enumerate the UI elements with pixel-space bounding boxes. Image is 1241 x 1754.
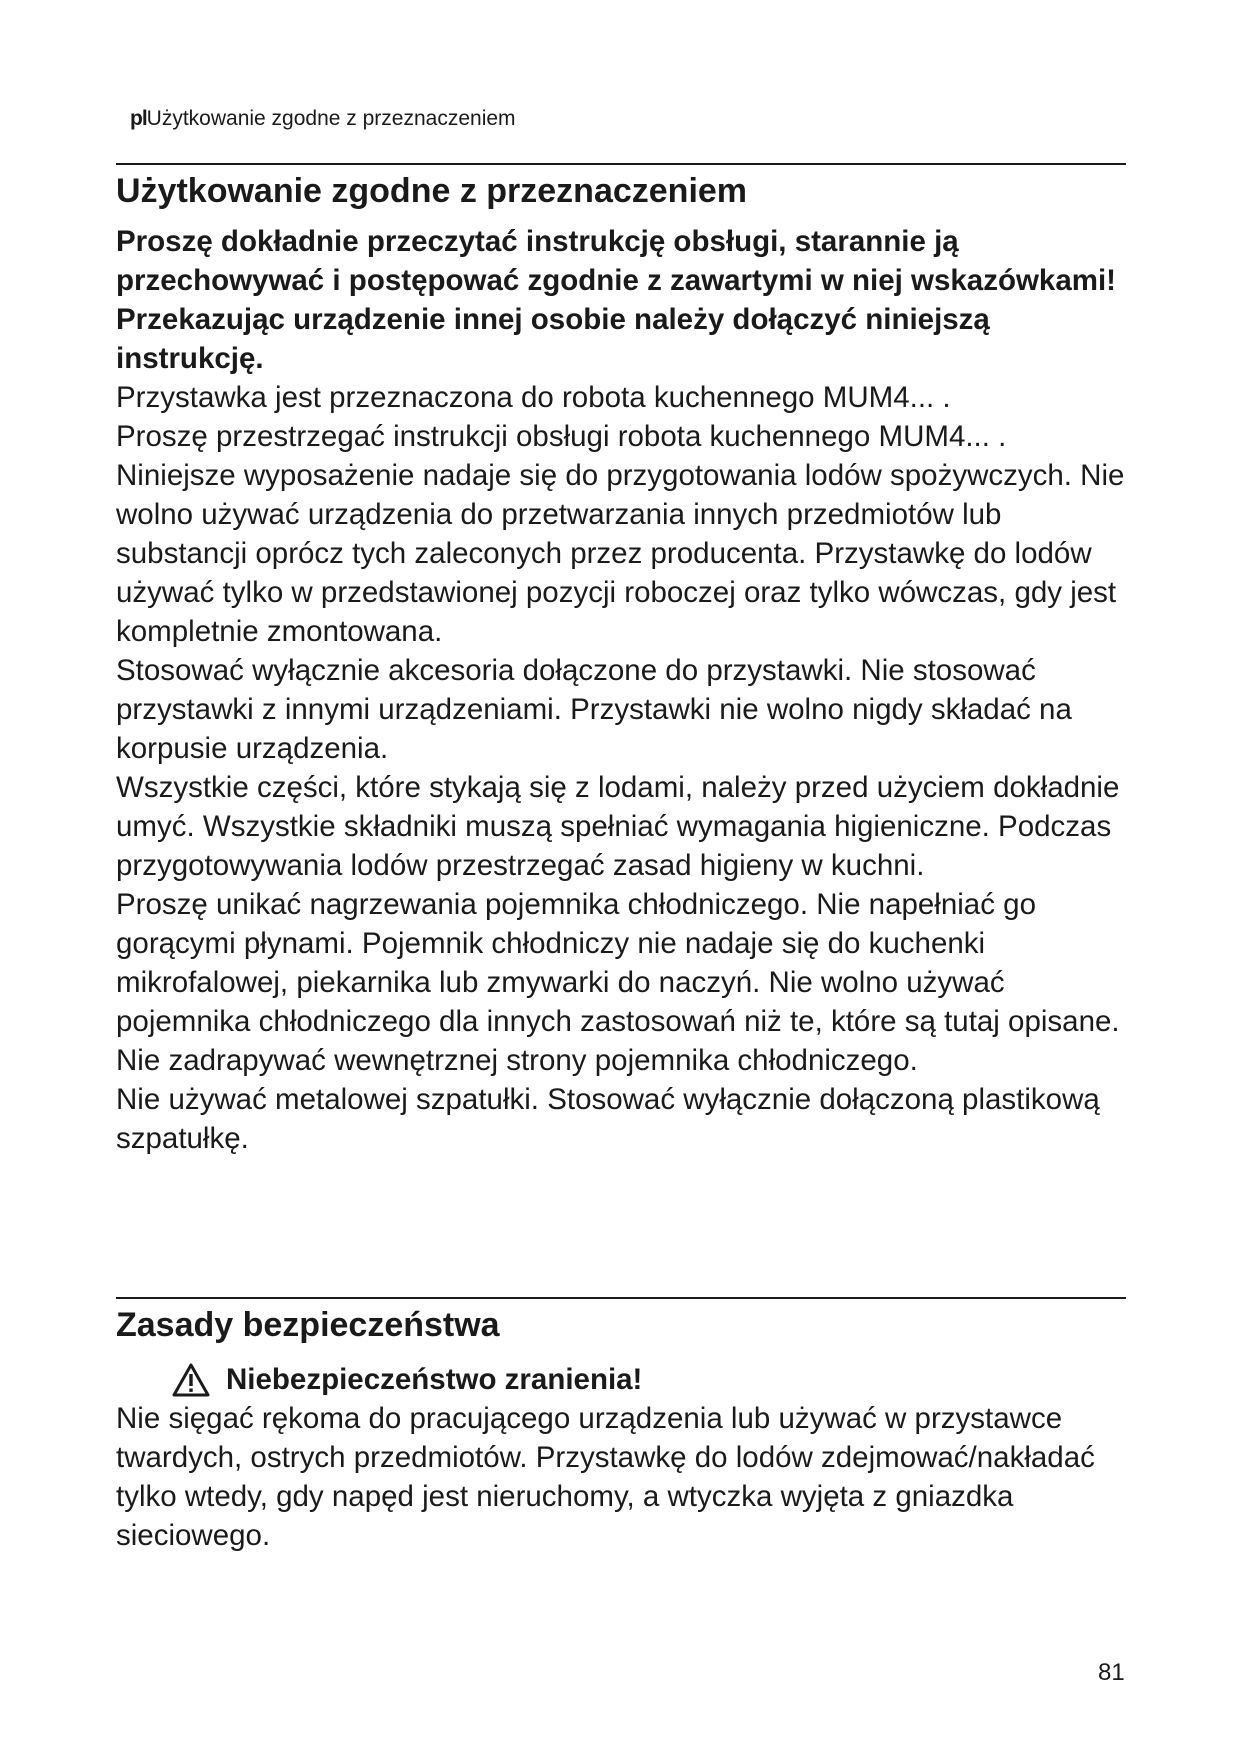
paragraph-7: Nie zadrapywać wewnętrznej strony pojemnika chłodniczego. <box>116 1044 918 1077</box>
manual-page <box>116 0 1126 1754</box>
safety-paragraph: Nie sięgać rękoma do pracującego urządzenia lub używać w przystawce twardych, ostrych przedmiotów. Przystawkę do lodów zdejmować/nakładać tylko wtedy, gdy napęd jest nieruchomy, a wtyczka wyjęta z gniazdka sieciowego. <box>116 1402 1095 1552</box>
intro-bold-paragraph: Proszę dokładnie przeczytać instrukcję obsługi, starannie ją przechowywać i postępować zgodnie z zawartymi w niej wskazówkami! Przekazując urządzenie innej osobie należy dołączyć niniejszą instrukcję. <box>116 225 1116 375</box>
paragraph-1: Przystawka jest przeznaczona do robota kuchennego MUM4... . <box>116 381 951 414</box>
paragraph-2: Proszę przestrzegać instrukcji obsługi robota kuchennego MUM4... . <box>116 420 1007 453</box>
paragraph-3: Niniejsze wyposażenie nadaje się do przygotowania lodów spożywczych. Nie wolno używać urządzenia do przetwarzania innych przedmiotów lub substancji oprócz tych zaleconych przez producenta. Przystawkę do lodów używać tylko w przedstawionej pozycji roboczej oraz tylko wówczas, gdy jest kompletnie zmontowana. <box>116 459 1125 648</box>
intended-use-content <box>116 222 1126 1158</box>
section-title-safety: Zasady bezpieczeństwa <box>116 1306 500 1344</box>
running-header-title: Użytkowanie zgodne z przeznaczeniem <box>146 107 516 130</box>
warning-text: Niebezpieczeństwo zranienia! <box>226 1362 643 1396</box>
safety-content <box>116 1360 1126 1555</box>
paragraph-6: Proszę unikać nagrzewania pojemnika chłodniczego. Nie napełniać go gorącymi płynami. Pojemnik chłodniczy nie nadaje się do kuchenki mikrofalowej, piekarnika lub zmywarki do naczyń. Nie wolno używać pojemnika chłodniczego dla innych zastosowań niż te, które są tutaj opisane. <box>116 888 1120 1038</box>
language-code: pl <box>130 107 147 130</box>
section-divider <box>116 1297 1126 1299</box>
paragraph-4: Stosować wyłącznie akcesoria dołączone do przystawki. Nie stosować przystawki z innymi urządzeniami. Przystawki nie wolno nigdy składać na korpusie urządzenia. <box>116 654 1072 765</box>
paragraph-8: Nie używać metalowej szpatułki. Stosować wyłącznie dołączoną plastikową szpatułkę. <box>116 1083 1100 1155</box>
warning-triangle-icon <box>172 1363 210 1397</box>
paragraph-5: Wszystkie części, które stykają się z lodami, należy przed użyciem dokładnie umyć. Wszystkie składniki muszą spełniać wymagania higieniczne. Podczas przygotowywania lodów przestrzegać zasad higieny w kuchni. <box>116 771 1120 882</box>
warning-heading <box>172 1360 1126 1399</box>
page-number: 81 <box>1098 1659 1125 1686</box>
section-title-intended-use: Użytkowanie zgodne z przeznaczeniem <box>116 172 748 210</box>
running-header <box>130 106 516 132</box>
top-divider <box>116 163 1126 165</box>
